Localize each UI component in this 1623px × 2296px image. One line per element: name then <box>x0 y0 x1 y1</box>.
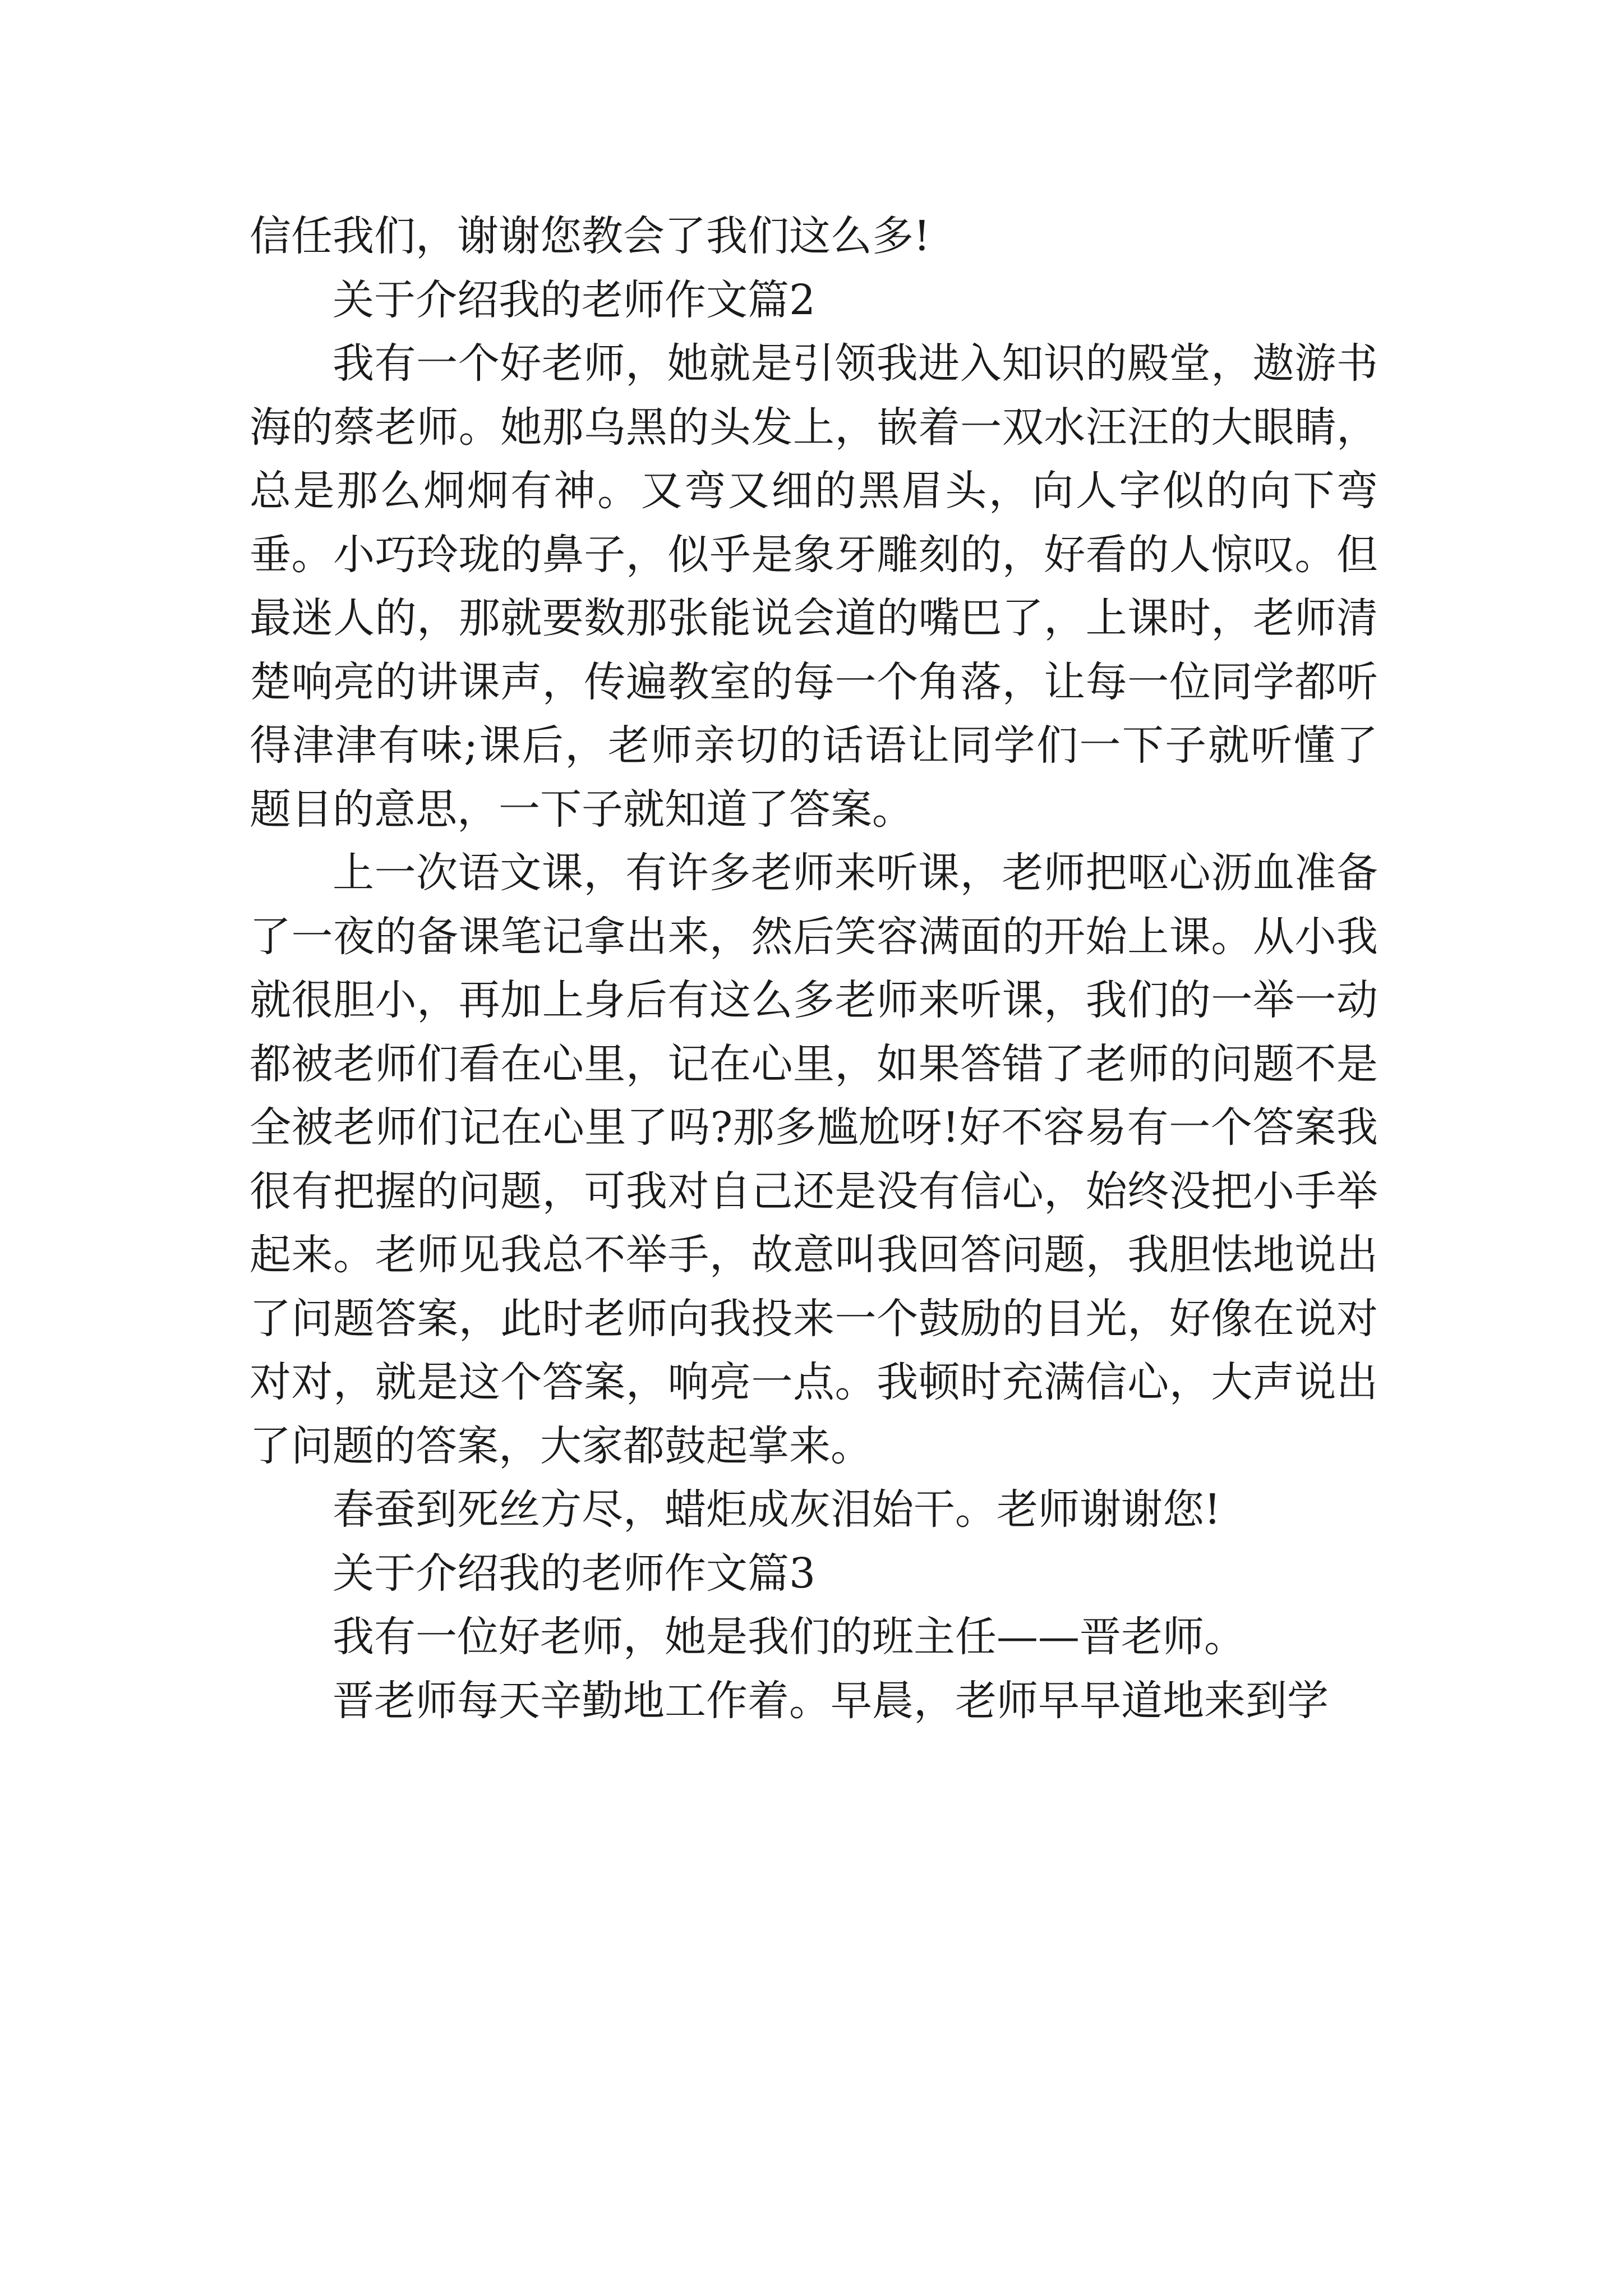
paragraph: 晋老师每天辛勤地工作着。早晨，老师早早道地来到学 <box>333 1676 1329 1725</box>
document-body <box>250 205 1378 1733</box>
section-heading-3: 关于介绍我的老师作文篇3 <box>333 1549 816 1598</box>
paragraph: 我有一位好老师，她是我们的班主任——晋老师。 <box>333 1613 1246 1661</box>
paragraph: 我有一个好老师，她就是引领我进入知识的殿堂，遨游书海的蔡老师。她那乌黑的头发上，嵌着一双水汪汪的大眼睛，总是那么炯炯有神。又弯又细的黑眉头，向人字似的向下弯垂。小巧玲珑的鼻子，似乎是象牙雕刻的，好看的人惊叹。但最迷人的，那就要数那张能说会道的嘴巴了，上课时，老师清楚响亮的讲课声，传遍教室的每一个角落，让每一位同学都听得津津有味;课后，老师亲切的话语让同学们一下子就听懂了题目的意思，一下子就知道了答案。 <box>250 339 1378 834</box>
paragraph: 春蚕到死丝方尽，蜡炬成灰泪始干。老师谢谢您! <box>333 1485 1221 1534</box>
paragraph-continuation: 信任我们，谢谢您教会了我们这么多! <box>250 212 930 260</box>
section-heading-2: 关于介绍我的老师作文篇2 <box>333 275 816 324</box>
paragraph: 上一次语文课，有许多老师来听课，老师把呕心沥血准备了一夜的备课笔记拿出来，然后笑容满面的开始上课。从小我就很胆小，再加上身后有这么多老师来听课，我们的一举一动都被老师们看在心里，记在心里，如果答错了老师的问题不是全被老师们记在心里了吗?那多尴尬呀!好不容易有一个答案我很有把握的问题，可我对自己还是没有信心，始终没把小手举起来。老师见我总不举手，故意叫我回答问题，我胆怯地说出了问题答案，此时老师向我投来一个鼓励的目光，好像在说对对对，就是这个答案，响亮一点。我顿时充满信心，大声说出了问题的答案，大家都鼓起掌来。 <box>250 849 1378 1470</box>
